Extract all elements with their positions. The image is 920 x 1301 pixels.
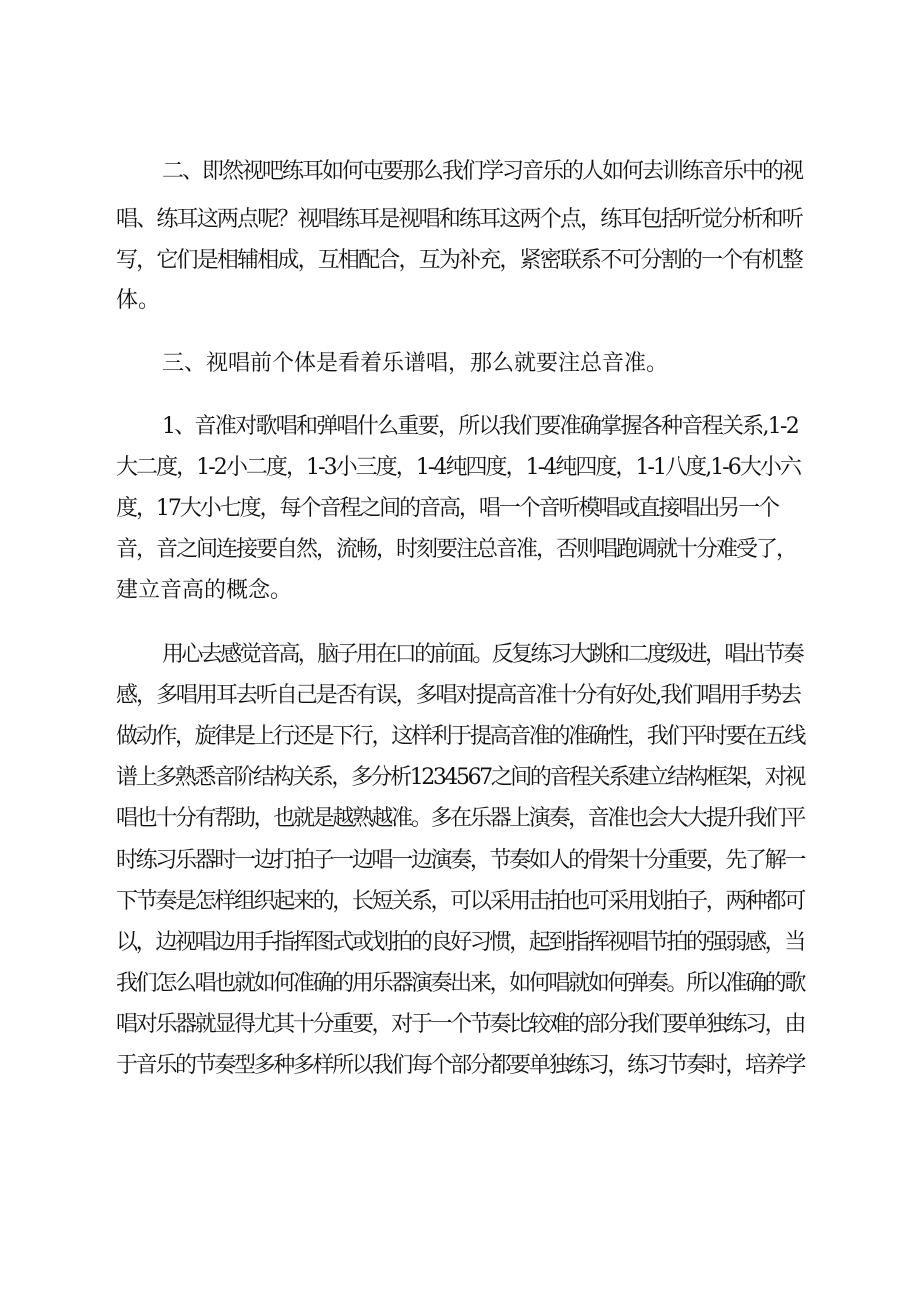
paragraph-3-line-1: 1、音准对歌唱和弹唱什么重要，所以我们要准确掌握各种音程关系,1-2 <box>162 414 798 439</box>
paragraph-4-line-7: 下节奏是怎样组织起来的，长短关系，可以采用击拍也可采用划拍子，两种都可 <box>116 889 804 914</box>
paragraph-4-line-1: 用心去感觉音高，脑子用在口的前面。反复练习大跳和二度级进，唱出节奏 <box>162 642 802 667</box>
paragraph-4-line-4: 谱上多熟悉音阶结构关系，多分析1234567之间的音程关系建立结构框架，对视 <box>116 765 804 790</box>
paragraph-4-line-2: 感，多唱用耳去听自己是否有误，多唱对提高音准十分有好处,我们唱用手势去 <box>116 683 800 708</box>
paragraph-4-line-3: 做动作，旋律是上行还是下行，这样利于提高音准的准确性，我们平时要在五线 <box>116 724 804 749</box>
paragraph-3-line-3: 度，17大小七度，每个音程之间的音高，唱一个音听模唱或直接唱出另一个 <box>116 496 778 521</box>
paragraph-4-line-6: 时练习乐器时一边打拍子一边唱一边演奏，节奏如人的骨架十分重要，先了解一 <box>116 848 804 873</box>
paragraph-4-line-8: 以，边视唱边用手指挥图式或划拍的良好习惯，起到指挥视唱节拍的强弱感，当 <box>116 930 804 955</box>
paragraph-3-line-5: 建立音高的概念。 <box>116 578 293 603</box>
paragraph-4-line-5: 唱也十分有帮助，也就是越熟越准。多在乐器上演奏，音准也会大大提升我们平 <box>116 806 804 831</box>
paragraph-1-line-4: 体。 <box>116 288 161 313</box>
paragraph-1-line-1: 二、即然视吧练耳如何屯要那么我们学习音乐的人如何去训练音乐中的视 <box>162 159 802 184</box>
paragraph-4-line-11: 于音乐的节奏型多种多样所以我们每个部分都要单独练习，练习节奏时，培养学 <box>116 1053 804 1078</box>
paragraph-1-line-3: 写，它们是相辅相成，互相配合，互为补充，紧密联系不可分割的一个有机整 <box>116 248 802 273</box>
paragraph-2-line-1: 三、视唱前个体是看着乐谱唱，那么就要注总音准。 <box>162 351 669 376</box>
paragraph-4-line-10: 唱对乐器就显得尤其十分重要，对于一个节奏比较难的部分我们要单独练习，由 <box>116 1012 804 1037</box>
paragraph-1-line-2: 唱、练耳这两点呢？视唱练耳是视唱和练耳这两个点，练耳包括听觉分析和听 <box>116 207 802 232</box>
paragraph-3-line-4: 音，音之间连接要自然，流畅，时刻要注总音准，否则唱跑调就十分难受了， <box>116 537 796 562</box>
paragraph-3-line-2: 大二度，1-2小二度，1-3小三度，1-4纯四度，1-4纯四度，1-1八度,1-6大小六 <box>116 455 800 480</box>
paragraph-4-line-9: 我们怎么唱也就如何准确的用乐器演奏出来，如何唱就如何弹奏。所以准确的歌 <box>116 971 804 996</box>
